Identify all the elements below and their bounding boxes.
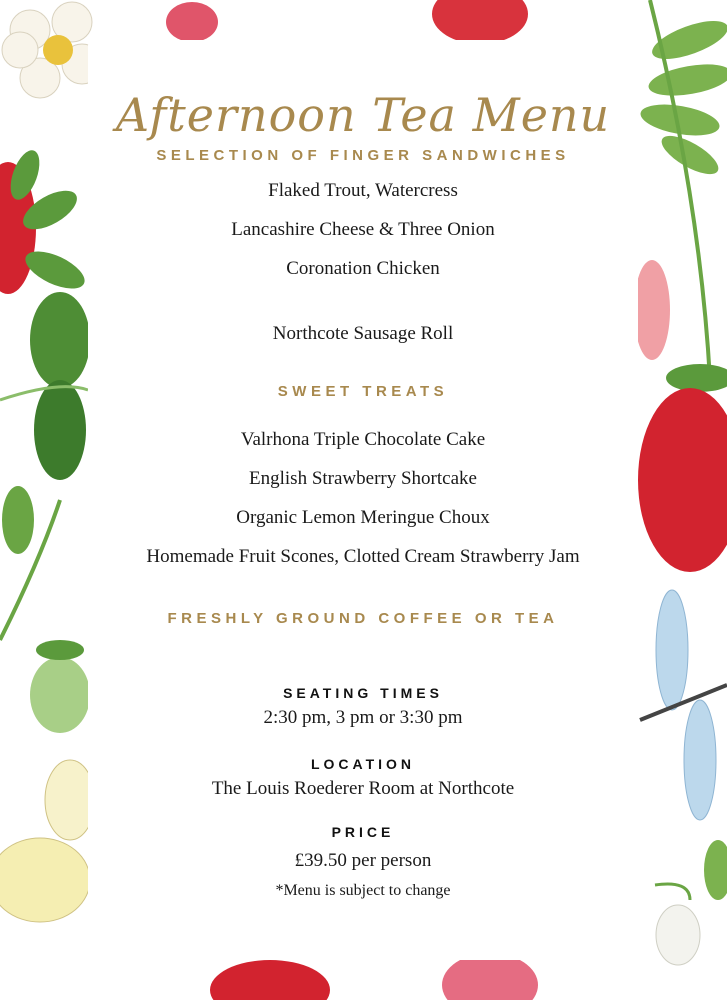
strawberry-icon	[634, 260, 670, 360]
menu-item: Lancashire Cheese & Three Onion	[231, 219, 495, 240]
section-heading-sweet-treats: SWEET TREATS	[277, 383, 449, 400]
menu-item: Organic Lemon Meringue Choux	[236, 507, 490, 528]
price-value: £39.50 per person	[294, 850, 432, 871]
menu-item: Homemade Fruit Scones, Clotted Cream Strawberry Jam	[146, 546, 580, 567]
strawberry-icon	[442, 953, 538, 1000]
location-value: The Louis Roederer Room at Northcote	[211, 778, 515, 799]
menu-item: Valrhona Triple Chocolate Cake	[240, 429, 486, 450]
section-heading-sandwiches: SELECTION OF FINGER SANDWICHES	[156, 147, 570, 164]
strawberry-icon	[432, 0, 528, 44]
menu-item: Flaked Trout, Watercress	[268, 180, 458, 201]
menu-title: Afternoon Tea Menu	[115, 88, 611, 142]
menu-item: English Strawberry Shortcake	[249, 468, 477, 489]
dragonfly-icon	[640, 590, 727, 820]
location-label: LOCATION	[310, 756, 416, 772]
menu-item: Northcote Sausage Roll	[272, 323, 454, 344]
butterfly-icon	[0, 760, 95, 922]
menu-item: Coronation Chicken	[286, 258, 440, 279]
menu-card	[88, 40, 638, 960]
section-heading-coffee-tea: FRESHLY GROUND COFFEE OR TEA	[167, 610, 559, 627]
green-strawberry-icon	[30, 657, 90, 733]
leaf-icon	[666, 364, 727, 392]
strawberry-icon	[210, 960, 330, 1000]
price-label: PRICE	[331, 824, 395, 840]
strawberry-icon	[638, 388, 727, 572]
seating-times-label: SEATING TIMES	[283, 685, 443, 701]
seating-times-value: 2:30 pm, 3 pm or 3:30 pm	[263, 707, 463, 728]
menu-change-note: *Menu is subject to change	[275, 882, 451, 899]
strawberry-icon	[166, 2, 218, 42]
white-flower-icon	[2, 2, 102, 98]
snowdrop-icon	[655, 840, 727, 965]
